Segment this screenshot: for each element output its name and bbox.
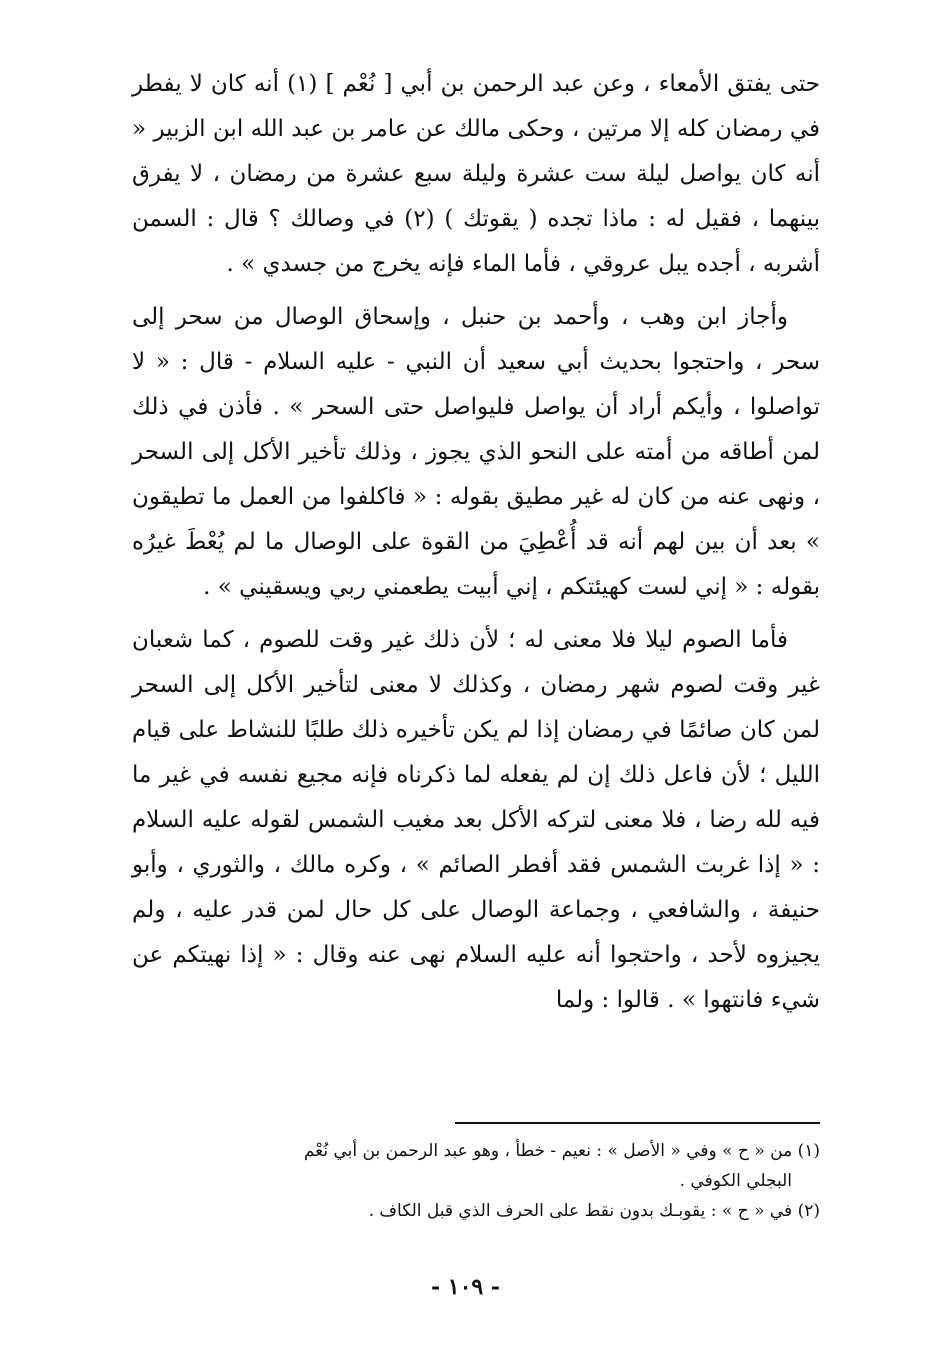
footnote-1: (١) من « ح » وفي « الأصل » : نعيم - خطأ ، وهو عبد الرحمن بن أبي نُعْم	[303, 1141, 820, 1161]
paragraph-1: حتى يفتق الأمعاء ، وعن عبد الرحمن بن أبي [ نُعْم ] (١) أنه كان لا يفطر في رمضان كله إلا مرتين ، وحكى مالك عن عامر بن عبد الله ابن الزبير « أنه كان يواصل ليلة ست عشرة وليلة سبع عشرة من رمضان ، لا يفرق بينهما ، فقيل له : ماذا تجده ( يقوتك ) (٢) في وصالك ؟ قال : السمن أشربه ، أجده يبل عروقي ، فأما الماء فإنه يخرج من جسدي » .	[132, 71, 820, 277]
page-number: - ١٠٩ -	[430, 1274, 501, 1300]
footnotes	[132, 1136, 820, 1226]
footnote-2: (٢) في « ح » : يقوبـك بدون نقط على الحرف الذي قبل الكاف .	[368, 1201, 820, 1221]
footnote-separator	[455, 1122, 820, 1124]
paragraph-2: وأجاز ابن وهب ، وأحمد بن حنبل ، وإسحاق الوصال من سحر إلى سحر ، واحتجوا بحديث أبي سعيد أن النبي - عليه السلام - قال : « لا تواصلوا ، وأيكم أراد أن يواصل فليواصل حتى السحر » . فأذن في ذلك لمن أطاقه من أمته على النحو الذي يجوز ، وذلك تأخير الأكل إلى السحر ، ونهى عنه من كان له غير مطيق بقوله : « فاكلفوا من العمل ما تطيقون » بعد أن بين لهم أنه قد أُعْطِيَ من القوة على الوصال ما لم يُعْطَ غيرُه بقوله : « إني لست كهيئتكم ، إني أبيت يطعمني ربي ويسقيني » .	[132, 304, 820, 600]
paragraph-3: فأما الصوم ليلا فلا معنى له ؛ لأن ذلك غير وقت للصوم ، كما شعبان غير وقت لصوم شهر رمضان ، وكذلك لا معنى لتأخير الأكل إلى السحر لمن كان صائمًا في رمضان إذا لم يكن تأخيره ذلك طلبًا للنشاط على قيام الليل ؛ لأن فاعل ذلك إن لم يفعله لما ذكرناه فإنه مجيع نفسه في غير ما فيه لله رضا ، فلا معنى لتركه الأكل بعد مغيب الشمس لقوله عليه السلام : « إذا غربت الشمس فقد أفطر الصائم » ، وكره مالك ، والثوري ، وأبو حنيفة ، والشافعي ، وجماعة الوصال على كل حال لمن قدر عليه ، ولم يجيزوه لأحد ، واحتجوا أنه عليه السلام نهى عنه وقال : « إذا نهيتكم عن شيء فانتهوا » . قالوا : ولما	[132, 627, 820, 1013]
footnote-1-continuation: البجلي الكوفي .	[679, 1171, 792, 1191]
page-body	[132, 62, 820, 1023]
